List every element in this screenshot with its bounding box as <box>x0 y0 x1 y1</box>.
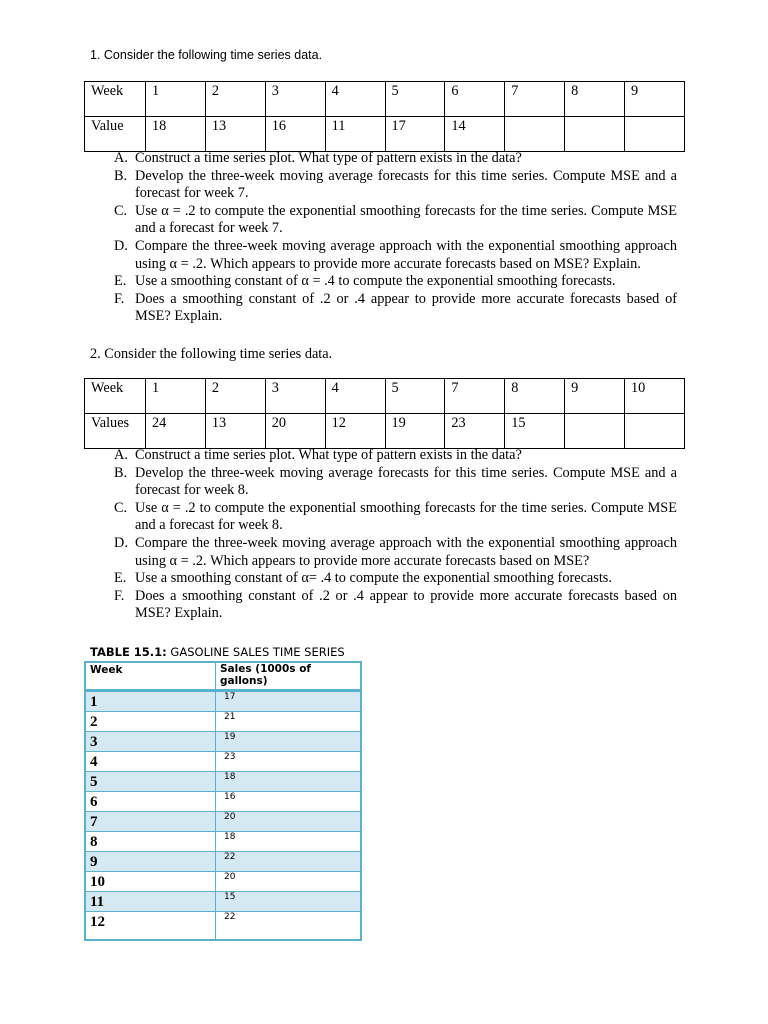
table-row <box>85 732 361 752</box>
part-letter: A. <box>114 447 128 463</box>
table-row <box>85 872 361 892</box>
question-part <box>114 570 677 588</box>
week-cell: 3 <box>85 732 216 752</box>
sales-cell: 18 <box>216 772 362 792</box>
week-cell: 6 <box>85 792 216 812</box>
week-cell: 3 <box>265 82 325 117</box>
part-text: Compare the three-week moving average approach with the exponential smoothing approach using α = .2. Which appears to provide more accurate forecasts based on MSE? Explain. <box>135 237 677 272</box>
week-label: Week <box>85 82 146 117</box>
sales-cell: 22 <box>216 852 362 872</box>
week-cell: 7 <box>445 379 505 414</box>
week-cell: 12 <box>85 912 216 941</box>
col-header-week: Week <box>85 662 216 691</box>
week-cell: 4 <box>325 82 385 117</box>
question-part <box>114 535 677 570</box>
part-text: Use a smoothing constant of α = .4 to compute the exponential smoothing forecasts. <box>135 273 616 290</box>
table-row <box>85 892 361 912</box>
week-cell: 10 <box>85 872 216 892</box>
col-header-sales: Sales (1000s of gallons) <box>216 662 362 691</box>
value-cell <box>505 117 565 152</box>
question-1-intro: 1. Consider the following time series data. <box>90 48 323 62</box>
question-part <box>114 150 677 168</box>
week-cell: 7 <box>505 82 565 117</box>
value-cell: 11 <box>325 117 385 152</box>
table-row <box>85 812 361 832</box>
value-cell: 23 <box>445 414 505 449</box>
value-cell: 19 <box>385 414 445 449</box>
week-cell: 1 <box>146 379 206 414</box>
sales-cell: 18 <box>216 832 362 852</box>
table-row <box>85 712 361 732</box>
sales-cell: 22 <box>216 912 362 941</box>
table-row <box>85 792 361 812</box>
value-cell <box>625 414 685 449</box>
week-cell: 9 <box>85 852 216 872</box>
question-2-table <box>84 378 685 449</box>
table-row <box>85 691 361 712</box>
table-row <box>85 912 361 941</box>
week-cell: 5 <box>385 82 445 117</box>
sales-cell: 15 <box>216 892 362 912</box>
value-label: Values <box>85 414 146 449</box>
week-cell: 6 <box>445 82 505 117</box>
week-cell: 8 <box>505 379 565 414</box>
sales-cell: 20 <box>216 872 362 892</box>
caption-text: GASOLINE SALES TIME SERIES <box>166 645 345 659</box>
question-part <box>114 238 677 273</box>
week-cell: 8 <box>565 82 625 117</box>
question-part <box>114 168 677 203</box>
week-cell: 3 <box>265 379 325 414</box>
week-cell: 2 <box>205 82 265 117</box>
week-cell: 4 <box>325 379 385 414</box>
week-cell: 5 <box>85 772 216 792</box>
part-letter: F. <box>114 290 125 307</box>
week-cell: 10 <box>625 379 685 414</box>
part-text: Use α = .2 to compute the exponential smoothing forecasts for the time series. Compute MSE and a forecast for week 7. <box>135 202 677 237</box>
part-text: Construct a time series plot. What type of pattern exists in the data? <box>135 150 522 166</box>
part-text: Develop the three-week moving average forecasts for this time series. Compute MSE and a forecast for week 7. <box>135 167 677 202</box>
part-letter: B. <box>114 464 128 481</box>
part-letter: E. <box>114 570 127 587</box>
week-cell: 9 <box>625 82 685 117</box>
part-letter: C. <box>114 499 128 516</box>
question-part <box>114 465 677 500</box>
part-text: Develop the three-week moving average forecasts for this time series. Compute MSE and a forecast for week 8. <box>135 464 677 499</box>
table-row <box>85 752 361 772</box>
question-part <box>114 203 677 238</box>
question-1-table <box>84 81 685 152</box>
sales-cell: 17 <box>216 691 362 712</box>
week-label: Week <box>85 379 146 414</box>
part-letter: F. <box>114 587 125 604</box>
value-cell <box>565 414 625 449</box>
week-cell: 2 <box>85 712 216 732</box>
part-text: Use α = .2 to compute the exponential smoothing forecasts for the time series. Compute MSE and a forecast for week 8. <box>135 499 677 534</box>
week-cell: 2 <box>205 379 265 414</box>
part-letter: E. <box>114 273 127 290</box>
value-cell: 16 <box>265 117 325 152</box>
value-cell: 15 <box>505 414 565 449</box>
week-cell: 4 <box>85 752 216 772</box>
question-2-intro: 2. Consider the following time series data. <box>90 346 333 362</box>
value-cell: 12 <box>325 414 385 449</box>
gasoline-sales-table <box>84 661 362 941</box>
week-cell: 9 <box>565 379 625 414</box>
table-row <box>85 772 361 792</box>
part-text: Does a smoothing constant of .2 or .4 appear to provide more accurate forecasts based of MSE? Explain. <box>135 290 677 325</box>
question-part <box>114 273 677 291</box>
sales-cell: 16 <box>216 792 362 812</box>
part-letter: C. <box>114 202 128 219</box>
sales-cell: 20 <box>216 812 362 832</box>
part-letter: D. <box>114 237 128 254</box>
sales-cell: 21 <box>216 712 362 732</box>
question-part <box>114 588 677 623</box>
week-cell: 1 <box>85 691 216 712</box>
question-part <box>114 291 677 326</box>
table-row <box>85 832 361 852</box>
value-cell: 17 <box>385 117 445 152</box>
table-row <box>85 852 361 872</box>
value-label: Value <box>85 117 146 152</box>
part-letter: A. <box>114 150 128 166</box>
part-text: Construct a time series plot. What type of pattern exists in the data? <box>135 447 522 463</box>
part-text: Compare the three-week moving average approach with the exponential smoothing approach using α = .2. Which appears to provide more accurate forecasts based on MSE? <box>135 534 677 569</box>
part-text: Use a smoothing constant of α= .4 to compute the exponential smoothing forecasts. <box>135 570 612 587</box>
value-cell: 18 <box>146 117 206 152</box>
part-letter: D. <box>114 534 128 551</box>
value-cell <box>625 117 685 152</box>
week-cell: 7 <box>85 812 216 832</box>
value-cell: 14 <box>445 117 505 152</box>
value-cell: 20 <box>265 414 325 449</box>
sales-cell: 19 <box>216 732 362 752</box>
value-cell: 13 <box>205 117 265 152</box>
part-text: Does a smoothing constant of .2 or .4 appear to provide more accurate forecasts based on MSE? Explain. <box>135 587 677 622</box>
question-2-parts <box>114 447 677 623</box>
value-cell: 24 <box>146 414 206 449</box>
table-caption <box>90 645 345 659</box>
part-letter: B. <box>114 167 128 184</box>
week-cell: 5 <box>385 379 445 414</box>
week-cell: 11 <box>85 892 216 912</box>
value-cell <box>565 117 625 152</box>
value-cell: 13 <box>205 414 265 449</box>
question-part <box>114 447 677 465</box>
question-part <box>114 500 677 535</box>
week-cell: 1 <box>146 82 206 117</box>
week-cell: 8 <box>85 832 216 852</box>
caption-number: TABLE 15.1: <box>90 645 167 659</box>
question-1-parts <box>114 150 677 326</box>
sales-cell: 23 <box>216 752 362 772</box>
